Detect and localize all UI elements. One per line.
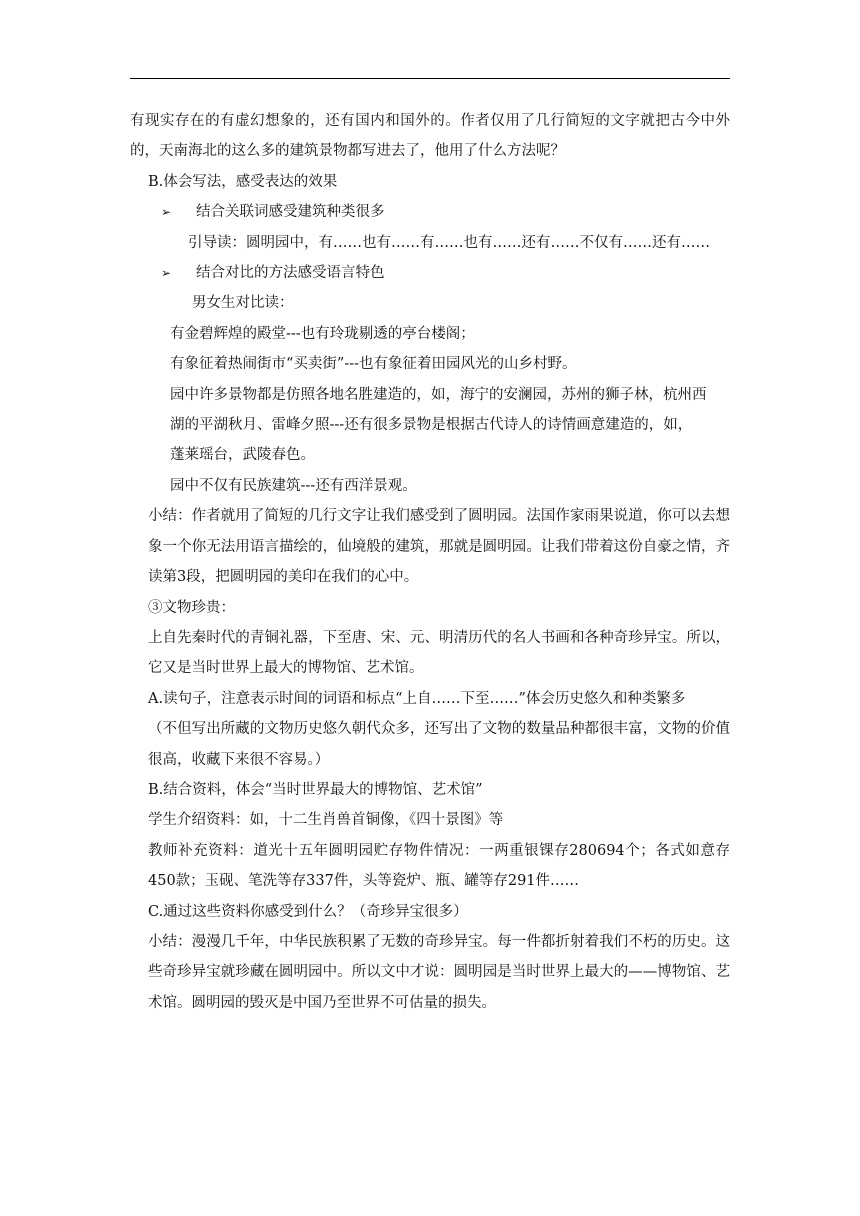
quote-paragraph: 上自先秦时代的青铜礼器，下至唐、宋、元、明清历代的名人书画和各种奇珍异宝。所以，它又是当时世界上最大的博物馆、艺术馆。: [148, 629, 730, 677]
subheading-a: A.读句子，注意表示时间的词语和标点“上自……下至……”体会历史悠久和种类繁多: [148, 690, 686, 707]
student-material: 学生介绍资料：如，十二生肖兽首铜像，《四十景图》等: [148, 812, 504, 829]
summary-paragraph: 小结：作者就用了简短的几行文字让我们感受到了圆明园。法国作家雨果说道，你可以去想象一个你无法用语言描绘的，仙境般的建筑，那就是圆明园。让我们带着这份自豪之情，齐读第3段，把圆明园的美印在我们的心中。: [148, 508, 730, 586]
subheading-b: B.体会写法，感受表达的效果: [148, 173, 338, 190]
bullet-item: [130, 258, 730, 288]
contrast-line: 园中许多景物都是仿照各地名胜建造的，如，海宁的安澜园，苏州的狮子林，杭州西: [170, 386, 707, 403]
final-summary: 小结：漫漫几千年，中华民族积累了无数的奇珍异宝。每一件都折射着我们不朽的历史。这些奇珍异宝就珍藏在圆明园中。所以文中才说：圆明园是当时世界上最大的——博物馆、艺术馆。圆明园的毁灭是中国乃至世界不可估量的损失。: [148, 933, 730, 1011]
contrast-line: 湖的平湖秋月、雷峰夕照---还有很多景物是根据古代诗人的诗情画意建造的，如，: [170, 417, 693, 434]
section-heading: ③文物珍贵：: [148, 599, 235, 616]
explanation-paragraph: （不但写出所藏的文物历史悠久朝代众多，还写出了文物的数量品种都很丰富，文物的价值很高，收藏下来很不容易。）: [148, 721, 730, 768]
subheading-c: C.通过这些资料你感受到什么？（奇珍异宝很多）: [148, 903, 468, 920]
arrowhead-bullet-icon: ➢: [161, 266, 172, 281]
header-rule: [130, 78, 730, 79]
contrast-line: 有金碧辉煌的殿堂---也有玲珑剔透的亭台楼阁；: [170, 325, 475, 342]
contrast-reading-label: 男女生对比读：: [192, 295, 294, 312]
bullet-item: [130, 197, 730, 227]
arrowhead-bullet-icon: ➢: [161, 205, 172, 220]
guided-reading: 引导读：圆明园中，有……也有……有……也有……还有……不仅有……还有……: [188, 234, 710, 251]
subheading-b2: B.结合资料，体会“当时世界最大的博物馆、艺术馆”: [148, 781, 483, 798]
document-body: [130, 106, 730, 1018]
contrast-line: 有象征着热闹街市“买卖街”---也有象征着田园风光的山乡村野。: [170, 356, 577, 373]
teacher-material: 教师补充资料：道光十五年圆明园贮存物件情况：一两重银锞存280694个；各式如意存450款；玉砚、笔洗等存337件，头等瓷炉、瓶、罐等存291件……: [148, 842, 730, 890]
paragraph-intro: 有现实存在的有虚幻想象的，还有国内和国外的。作者仅用了几行简短的文字就把古今中外的，天南海北的这么多的建筑景物都写进去了，他用了什么方法呢？: [130, 113, 730, 160]
contrast-line: 蓬莱瑶台，武陵春色。: [170, 447, 315, 464]
contrast-line: 园中不仅有民族建筑---还有西洋景观。: [170, 477, 417, 494]
bullet-text: 结合关联词感受建筑种类很多: [196, 204, 385, 221]
bullet-text: 结合对比的方法感受语言特色: [196, 265, 385, 282]
